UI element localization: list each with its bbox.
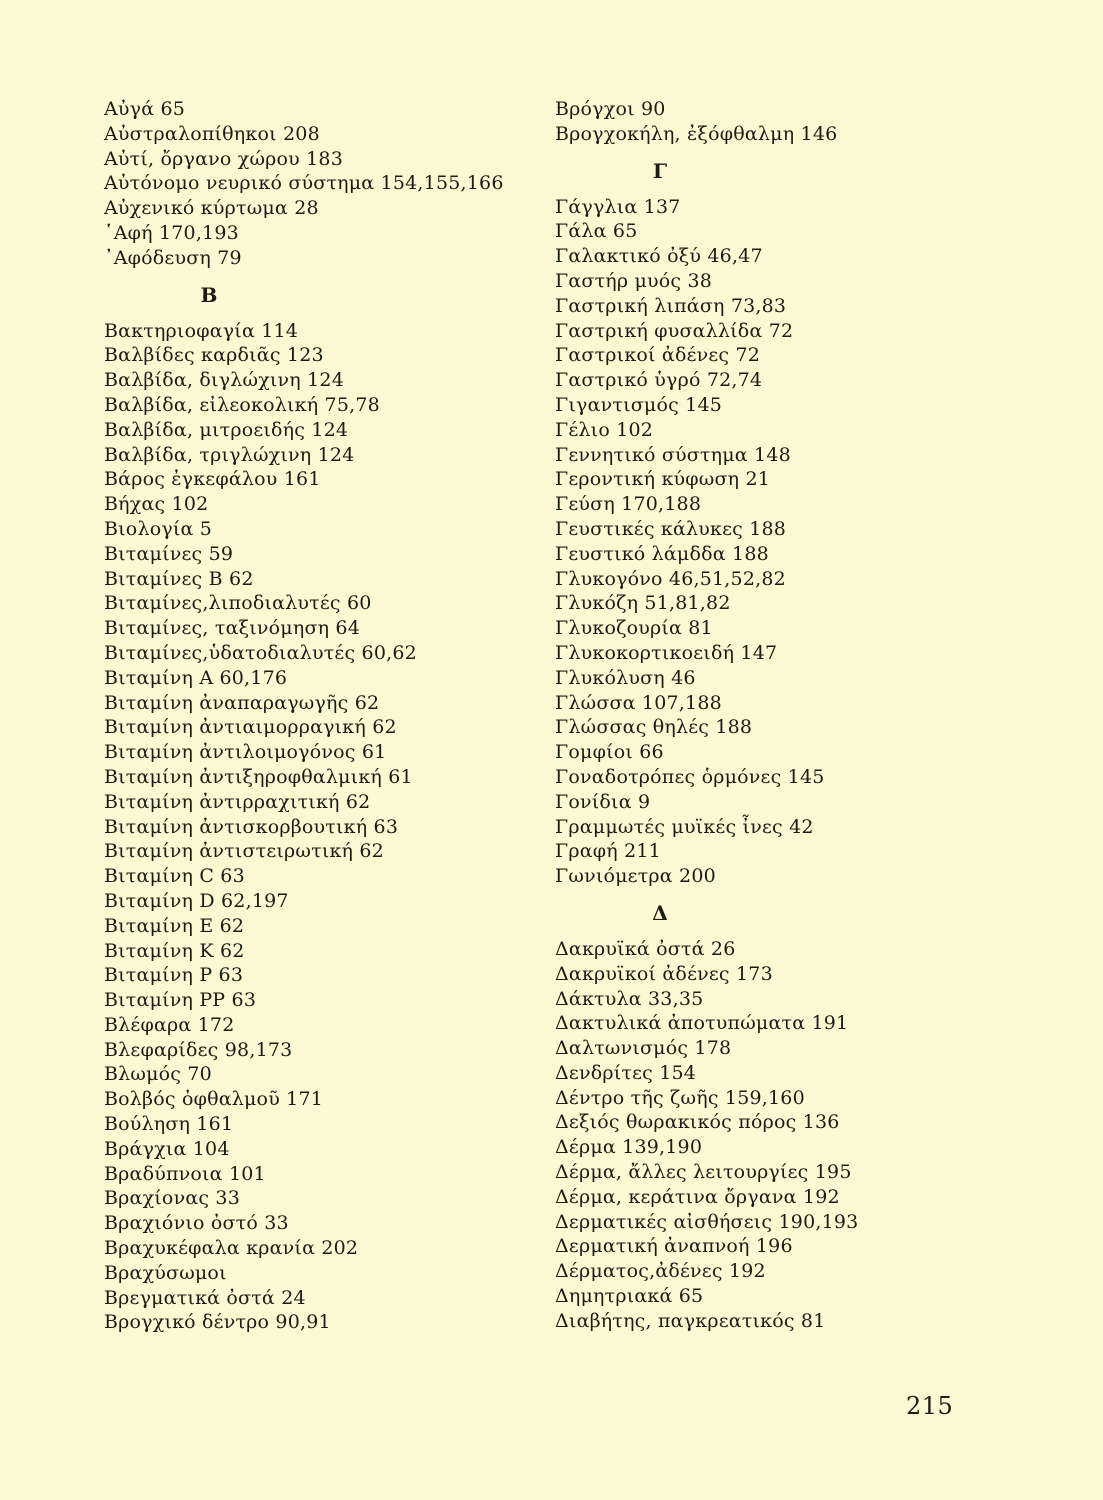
- index-entry: Δακρυϊκοί ἀδένες 173: [555, 962, 773, 985]
- index-entry: Γαστρικοί ἀδένες 72: [555, 344, 761, 367]
- index-entry: Δεξιός θωρακικός πόρος 136: [555, 1111, 840, 1134]
- index-entry: Βιταμίνη Κ 62: [104, 939, 245, 962]
- index-entry: Βαλβίδες καρδιᾶς 123: [104, 344, 324, 367]
- index-entry: Δέρμα, κεράτινα ὄργανα 192: [555, 1185, 840, 1208]
- index-entry: Γλυκόζη 51,81,82: [555, 592, 731, 615]
- index-entry: Γιγαντισμός 145: [555, 393, 723, 416]
- index-entry: Γαστρικό ὑγρό 72,74: [555, 369, 763, 392]
- index-entry: Βήχας 102: [104, 493, 209, 516]
- section-letter-heading: Δ: [652, 900, 668, 925]
- index-entry: Βλέφαρα 172: [104, 1013, 235, 1036]
- index-entry: Αὐτόνομο νευρικό σύστημα 154,155,166: [104, 172, 504, 195]
- index-column-right: [555, 97, 1025, 1334]
- index-entry: Βιταμίνες 59: [104, 542, 234, 565]
- index-entry: Γραμμωτές μυϊκές ἶνες 42: [555, 815, 814, 838]
- index-entry: Βακτηριοφαγία 114: [104, 319, 299, 342]
- index-entry: Βιταμίνη ἀντιαιμορραγική 62: [104, 716, 397, 739]
- index-entry: Βούληση 161: [104, 1113, 234, 1136]
- index-entry: Δενδρίτες 154: [555, 1061, 697, 1084]
- index-entry: Δέρμα, ἄλλες λειτουργίες 195: [555, 1161, 852, 1184]
- index-entry: Βραχυκέφαλα κρανία 202: [104, 1237, 359, 1260]
- index-entry: Γέλιο 102: [555, 418, 654, 441]
- index-entry: Γεροντική κύφωση 21: [555, 468, 771, 491]
- index-entry: Βραχίονας 33: [104, 1187, 241, 1210]
- index-entry: Δάκτυλα 33,35: [555, 987, 704, 1010]
- index-entry: Αὐστραλοπίθηκοι 208: [104, 122, 320, 145]
- index-entry: Βιταμίνη Ρ 63: [104, 964, 244, 987]
- index-entry: Δακρυϊκά ὀστά 26: [555, 937, 736, 960]
- index-entry: Δαλτωνισμός 178: [555, 1037, 732, 1060]
- index-entry: Γευστικές κάλυκες 188: [555, 517, 787, 540]
- section-letter-heading: Β: [200, 282, 218, 307]
- index-entry: ῾Αφή 170,193: [104, 221, 239, 244]
- index-entry: Βρόγχοι 90: [555, 98, 666, 120]
- index-entry: Δέρματος,ἀδένες 192: [555, 1260, 766, 1283]
- index-entry: Βρεγματικά ὀστά 24: [104, 1286, 306, 1309]
- index-entry: Βιταμίνη ἀντισκορβουτική 63: [104, 815, 399, 838]
- index-entry: Γοναδοτρόπες ὁρμόνες 145: [555, 765, 825, 788]
- index-entry: Βιταμίνη ἀντιρραχιτική 62: [104, 790, 371, 813]
- index-entry: Βιταμίνη C 63: [104, 865, 245, 888]
- index-entry: Βραχύσωμοι: [104, 1261, 227, 1284]
- index-entry: Γλώσσα 107,188: [555, 691, 722, 714]
- index-entry: Γλυκοκορτικοειδή 147: [555, 641, 778, 664]
- index-entry: Βαλβίδα, μιτροειδής 124: [104, 418, 349, 441]
- index-entry: Βιταμίνη D 62,197: [104, 889, 289, 912]
- index-entry: Γραφή 211: [555, 840, 661, 863]
- index-entry: Αὐχενικό κύρτωμα 28: [104, 197, 319, 220]
- index-entry: Δέρμα 139,190: [555, 1136, 703, 1159]
- index-entry: Γευστικό λάμδδα 188: [555, 542, 769, 565]
- index-entry: Βιταμίνες Β 62: [104, 567, 254, 590]
- index-entry: Βιταμίνη ἀντιξηροφθαλμική 61: [104, 765, 413, 788]
- index-entry: Δακτυλικά ἀποτυπώματα 191: [555, 1012, 849, 1035]
- index-entry: Δερματική ἀναπνοή 196: [555, 1235, 793, 1258]
- index-entry: Γλώσσας θηλές 188: [555, 716, 753, 739]
- index-entry: Βιταμίνη ἀναπαραγωγῆς 62: [104, 691, 380, 714]
- index-entry: Βιταμίνη ἀντιλοιμογόνος 61: [104, 741, 387, 764]
- index-entry: Δέντρο τῆς ζωῆς 159,160: [555, 1086, 805, 1109]
- index-entry: Γαστρική φυσαλλίδα 72: [555, 319, 794, 342]
- index-entry: Γεννητικό σύστημα 148: [555, 443, 791, 466]
- index-entry: Γλυκογόνο 46,51,52,82: [555, 567, 786, 590]
- index-entry: Γάλα 65: [555, 220, 638, 243]
- index-entry: Βιταμίνη Α 60,176: [104, 666, 288, 689]
- index-entry: Βράγχια 104: [104, 1137, 230, 1160]
- index-entry: Γομφίοι 66: [555, 741, 664, 764]
- index-entry: Βιταμίνη Ε 62: [104, 914, 245, 937]
- index-entry: Βρογχοκήλη, ἐξόφθαλμη 146: [555, 122, 838, 145]
- index-entry: Γωνιόμετρα 200: [555, 865, 716, 888]
- index-entry: Γαστήρ μυός 38: [555, 269, 713, 292]
- index-entry: Βιταμίνες,ὑδατοδιαλυτές 60,62: [104, 641, 417, 664]
- index-entry: Δερματικές αἰσθήσεις 190,193: [555, 1210, 859, 1233]
- index-entry: Βλωμός 70: [104, 1063, 212, 1086]
- section-letter-heading: Γ: [652, 158, 668, 183]
- index-entry: Βιταμίνη ἀντιστειρωτική 62: [104, 840, 384, 863]
- index-entry: Βαλβίδα, διγλώχινη 124: [104, 369, 344, 392]
- index-entry: Γλυκόλυση 46: [555, 666, 696, 689]
- index-entry: Γονίδια 9: [555, 790, 651, 813]
- page-number: 215: [906, 1392, 954, 1420]
- index-entry: Γλυκοζουρία 81: [555, 617, 713, 640]
- index-entry: Γεύση 170,188: [555, 493, 702, 516]
- index-entry: Αὐτί, ὄργανο χώρου 183: [104, 147, 344, 170]
- index-entry: Βιταμίνες,λιποδιαλυτές 60: [104, 592, 372, 615]
- index-entry: Βάρος ἐγκεφάλου 161: [104, 468, 321, 491]
- index-entry: Διαβήτης, παγκρεατικός 81: [555, 1309, 826, 1332]
- index-entry: Βραχιόνιο ὀστό 33: [104, 1212, 289, 1235]
- index-entry: Βιταμίνη ΡΡ 63: [104, 989, 257, 1012]
- index-entry: Αὐγά 65: [104, 98, 186, 120]
- index-entry: Γαστρική λιπάση 73,83: [555, 294, 787, 317]
- index-entry: Βιολογία 5: [104, 517, 213, 540]
- index-entry: Βαλβίδα, τριγλώχινη 124: [104, 443, 355, 466]
- index-entry: Βαλβίδα, εἰλεοκολική 75,78: [104, 393, 380, 416]
- index-entry: Βολβός ὀφθαλμοῦ 171: [104, 1088, 324, 1111]
- index-entry: Γάγγλια 137: [555, 195, 681, 218]
- index-entry: ᾿Αφόδευση 79: [104, 246, 242, 269]
- index-column-left: [104, 97, 534, 1335]
- index-entry: Βραδύπνοια 101: [104, 1162, 266, 1185]
- index-entry: Βλεφαρίδες 98,173: [104, 1038, 293, 1061]
- index-entry: Βρογχικό δέντρο 90,91: [104, 1311, 331, 1334]
- index-entry: Βιταμίνες, ταξινόμηση 64: [104, 617, 361, 640]
- index-entry: Δημητριακά 65: [555, 1285, 704, 1308]
- index-entry: Γαλακτικό ὀξύ 46,47: [555, 245, 763, 268]
